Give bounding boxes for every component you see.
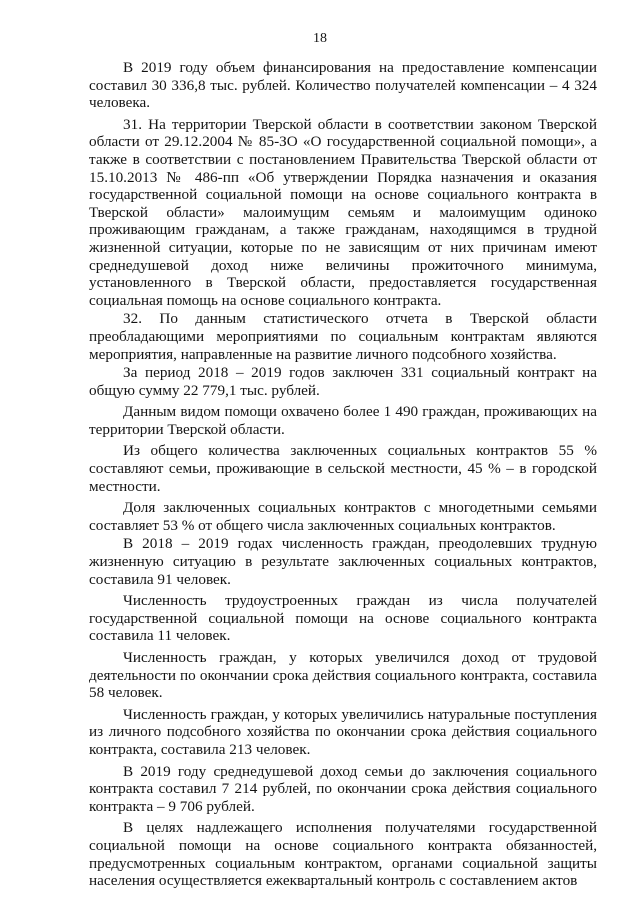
document-body (89, 59, 597, 894)
paragraph-income-increased: Численность граждан, у которых увеличился доход от трудовой деятельности по окончании срока действия социального контракта, составила 58 человек. (89, 649, 597, 702)
paragraph-monitoring: В целях надлежащего исполнения получателями государственной социальной помощи на основе социального контракта обязанностей, предусмотренных социальным контрактом, органами социальной защиты населения осуществляется ежеквартальный контроль с составлением актов (89, 819, 597, 890)
paragraph-31-social-assistance: 31. На территории Тверской области в соответствии законом Тверской области от 29.12.2004 № 85-ЗО «О государственной социальной помощи», а также в соответствии с постановлением Правительства Тверской области от 15.10.2013 № 486-пп «Об утверждении Порядка назначения и оказания государственной социальной помощи на основе социального контракта в Тверской области» малоимущим семьям и малоимущим одиноко проживающим гражданам, а также гражданам, находящимся в трудной жизненной ситуации, которые по не зависящим от них причинам имеют среднедушевой доход ниже величины прожиточного минимума, установленного в Тверской области, предоставляется государственная социальная помощь на основе социального контракта. (89, 115, 597, 309)
paragraph-employed: Численность трудоустроенных граждан из числа получателей государственной социальной помощи на основе социального контракта составила 11 человек. (89, 592, 597, 645)
paragraph-rural-urban-share: Из общего количества заключенных социальных контрактов 55 % составляют семьи, проживающие в сельской местности, 45 % – в городской местности. (89, 442, 597, 495)
paragraph-contracts-total: За период 2018 – 2019 годов заключен 331 социальный контракт на общую сумму 22 779,1 тыс. рублей. (89, 364, 597, 399)
paragraph-average-income: В 2019 году среднедушевой доход семьи до заключения социального контракта составил 7 214 рублей, по окончании срока действия социального контракта – 9 706 рублей. (89, 762, 597, 815)
paragraph-32-statistics: 32. По данным статистического отчета в Тверской области преобладающими мероприятиями по социальным контрактам являются мероприятия, направленные на развитие личного подсобного хозяйства. (89, 310, 597, 363)
paragraph-overcame-difficulty: В 2018 – 2019 годах численность граждан, преодолевших трудную жизненную ситуацию в результате заключенных социальных контрактов, составила 91 человек. (89, 535, 597, 588)
paragraph-large-families-share: Доля заключенных социальных контрактов с многодетными семьями составляет 53 % от общего числа заключенных социальных контрактов. (89, 499, 597, 534)
page-number: 18 (313, 31, 327, 46)
paragraph-household-income: Численность граждан, у которых увеличились натуральные поступления из личного подсобного хозяйства по окончании срока действия социального контракта, составила 213 человек. (89, 705, 597, 758)
paragraph-compensation-2019: В 2019 году объем финансирования на предоставление компенсации составил 30 336,8 тыс. рублей. Количество получателей компенсации – 4 324 человека. (89, 59, 597, 112)
paragraph-citizens-covered: Данным видом помощи охвачено более 1 490 граждан, проживающих на территории Тверской области. (89, 403, 597, 438)
